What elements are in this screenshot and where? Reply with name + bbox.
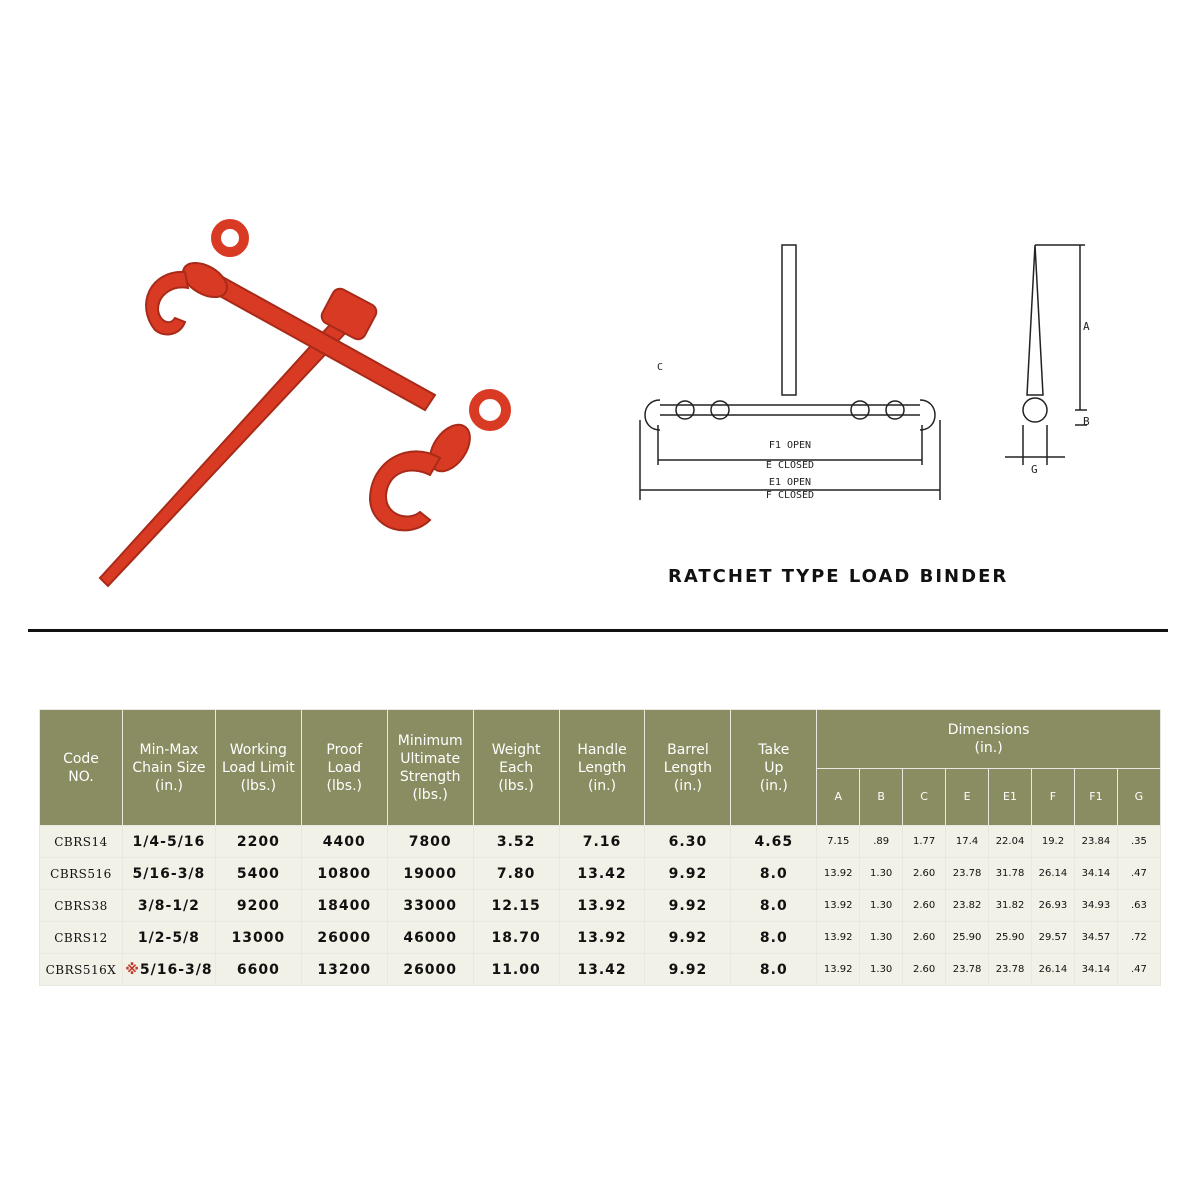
cell-wll: 9200 <box>215 890 301 922</box>
cell-takeup: 4.65 <box>731 826 817 858</box>
binder-front-schematic <box>630 240 950 520</box>
cell-dim-f1: 34.14 <box>1074 954 1117 986</box>
header-proof-load: Proof Load (lbs.) <box>301 710 387 826</box>
cell-dim-f1: 34.57 <box>1074 922 1117 954</box>
cell-dim-g: .35 <box>1117 826 1160 858</box>
cell-barrel: 6.30 <box>645 826 731 858</box>
cell-code: CBRS516X <box>40 954 123 986</box>
cell-weight: 18.70 <box>473 922 559 954</box>
cell-proof: 18400 <box>301 890 387 922</box>
header-barrel-length: Barrel Length (in.) <box>645 710 731 826</box>
cell-barrel: 9.92 <box>645 954 731 986</box>
cell-dim-e: 23.78 <box>946 858 989 890</box>
cell-code: CBRS516 <box>40 858 123 890</box>
header-weight: Weight Each (lbs.) <box>473 710 559 826</box>
cell-dim-e1: 31.82 <box>989 890 1032 922</box>
header-handle-length: Handle Length (in.) <box>559 710 645 826</box>
header-dimensions: Dimensions (in.) <box>817 710 1161 769</box>
header-dim-f1: F1 <box>1074 769 1117 826</box>
cell-dim-a: 13.92 <box>817 922 860 954</box>
cell-wll: 13000 <box>215 922 301 954</box>
label-e-closed: E CLOSED <box>765 460 815 471</box>
cell-chain-text: 1/2-5/8 <box>137 929 200 946</box>
header-code: Code NO. <box>40 710 123 826</box>
cell-handle: 7.16 <box>559 826 645 858</box>
cell-dim-b: 1.30 <box>860 922 903 954</box>
cell-code: CBRS38 <box>40 890 123 922</box>
cell-dim-g: .47 <box>1117 858 1160 890</box>
header-dim-f: F <box>1031 769 1074 826</box>
cell-proof: 13200 <box>301 954 387 986</box>
cell-dim-f: 26.14 <box>1031 954 1074 986</box>
cell-dim-e: 17.4 <box>946 826 989 858</box>
cell-dim-f: 19.2 <box>1031 826 1074 858</box>
cell-handle: 13.42 <box>559 858 645 890</box>
cell-chain-text: 3/8-1/2 <box>137 897 200 914</box>
cell-dim-a: 7.15 <box>817 826 860 858</box>
cell-proof: 26000 <box>301 922 387 954</box>
cell-dim-a: 13.92 <box>817 954 860 986</box>
label-c: C <box>656 362 664 373</box>
cell-dim-b: .89 <box>860 826 903 858</box>
cell-takeup: 8.0 <box>731 858 817 890</box>
header-dim-a: A <box>817 769 860 826</box>
label-f1-open: F1 OPEN <box>768 440 812 451</box>
cell-chain <box>122 922 215 954</box>
cell-barrel: 9.92 <box>645 890 731 922</box>
cell-dim-f1: 34.93 <box>1074 890 1117 922</box>
header-chain-size: Min-Max Chain Size (in.) <box>122 710 215 826</box>
cell-dim-e1: 31.78 <box>989 858 1032 890</box>
cell-dim-f: 26.14 <box>1031 858 1074 890</box>
cell-weight: 7.80 <box>473 858 559 890</box>
cell-strength: 33000 <box>387 890 473 922</box>
cell-code: CBRS12 <box>40 922 123 954</box>
cell-dim-c: 2.60 <box>903 890 946 922</box>
note-mark: ※ <box>125 961 140 978</box>
table-row <box>40 826 1161 858</box>
cell-handle: 13.92 <box>559 922 645 954</box>
header-working-load: Working Load Limit (lbs.) <box>215 710 301 826</box>
cell-dim-e: 23.78 <box>946 954 989 986</box>
cell-weight: 12.15 <box>473 890 559 922</box>
cell-dim-g: .72 <box>1117 922 1160 954</box>
cell-dim-e: 23.82 <box>946 890 989 922</box>
table-row <box>40 890 1161 922</box>
header-dim-g: G <box>1117 769 1160 826</box>
cell-proof: 4400 <box>301 826 387 858</box>
spec-table <box>39 709 1161 986</box>
header-ultimate-strength: Minimum Ultimate Strength (lbs.) <box>387 710 473 826</box>
cell-barrel: 9.92 <box>645 858 731 890</box>
label-g: G <box>1031 463 1038 475</box>
cell-chain <box>122 826 215 858</box>
cell-dim-b: 1.30 <box>860 954 903 986</box>
cell-chain <box>122 890 215 922</box>
diagram-title: RATCHET TYPE LOAD BINDER <box>668 566 1009 587</box>
cell-wll: 2200 <box>215 826 301 858</box>
cell-dim-f: 26.93 <box>1031 890 1074 922</box>
cell-handle: 13.92 <box>559 890 645 922</box>
load-binder-photo <box>80 210 540 600</box>
cell-weight: 3.52 <box>473 826 559 858</box>
schematic-handle <box>782 245 796 395</box>
label-f-closed: F CLOSED <box>765 490 815 501</box>
cell-dim-e: 25.90 <box>946 922 989 954</box>
label-e1-open: E1 OPEN <box>768 477 812 488</box>
table-row <box>40 954 1161 986</box>
label-a: A <box>1083 320 1090 333</box>
lower-hook <box>370 451 440 530</box>
cell-dim-c: 2.60 <box>903 954 946 986</box>
cell-handle: 13.42 <box>559 954 645 986</box>
cell-strength: 19000 <box>387 858 473 890</box>
header-dim-c: C <box>903 769 946 826</box>
cell-strength: 26000 <box>387 954 473 986</box>
cell-barrel: 9.92 <box>645 922 731 954</box>
spec-table-body <box>40 826 1161 986</box>
header-dim-b: B <box>860 769 903 826</box>
section-divider <box>28 629 1168 632</box>
header-take-up: Take Up (in.) <box>731 710 817 826</box>
binder-handle <box>100 316 350 586</box>
cell-strength: 7800 <box>387 826 473 858</box>
table-row <box>40 858 1161 890</box>
cell-dim-f1: 34.14 <box>1074 858 1117 890</box>
cell-dim-f: 29.57 <box>1031 922 1074 954</box>
cell-dim-e1: 23.78 <box>989 954 1032 986</box>
cell-dim-e1: 22.04 <box>989 826 1032 858</box>
cell-dim-c: 2.60 <box>903 922 946 954</box>
cell-wll: 5400 <box>215 858 301 890</box>
header-dim-e: E <box>946 769 989 826</box>
cell-takeup: 8.0 <box>731 890 817 922</box>
header-dim-e1: E1 <box>989 769 1032 826</box>
cell-dim-b: 1.30 <box>860 858 903 890</box>
cell-chain <box>122 954 215 986</box>
cell-dim-a: 13.92 <box>817 890 860 922</box>
cell-strength: 46000 <box>387 922 473 954</box>
cell-chain-text: 5/16-3/8 <box>132 865 206 882</box>
cell-takeup: 8.0 <box>731 922 817 954</box>
cell-dim-c: 2.60 <box>903 858 946 890</box>
cell-code: CBRS14 <box>40 826 123 858</box>
cell-chain <box>122 858 215 890</box>
table-row <box>40 922 1161 954</box>
cell-chain-text: 1/4-5/16 <box>132 833 206 850</box>
cell-chain-text: 5/16-3/8 <box>139 961 213 978</box>
cell-dim-b: 1.30 <box>860 890 903 922</box>
binder-barrel <box>200 270 435 410</box>
cell-dim-e1: 25.90 <box>989 922 1032 954</box>
cell-dim-c: 1.77 <box>903 826 946 858</box>
cell-takeup: 8.0 <box>731 954 817 986</box>
upper-hook <box>146 272 188 334</box>
binder-side-schematic <box>995 235 1105 475</box>
cell-weight: 11.00 <box>473 954 559 986</box>
label-b: B <box>1083 415 1090 428</box>
cell-wll: 6600 <box>215 954 301 986</box>
cell-dim-g: .63 <box>1117 890 1160 922</box>
cell-dim-a: 13.92 <box>817 858 860 890</box>
cell-dim-g: .47 <box>1117 954 1160 986</box>
cell-proof: 10800 <box>301 858 387 890</box>
cell-dim-f1: 23.84 <box>1074 826 1117 858</box>
